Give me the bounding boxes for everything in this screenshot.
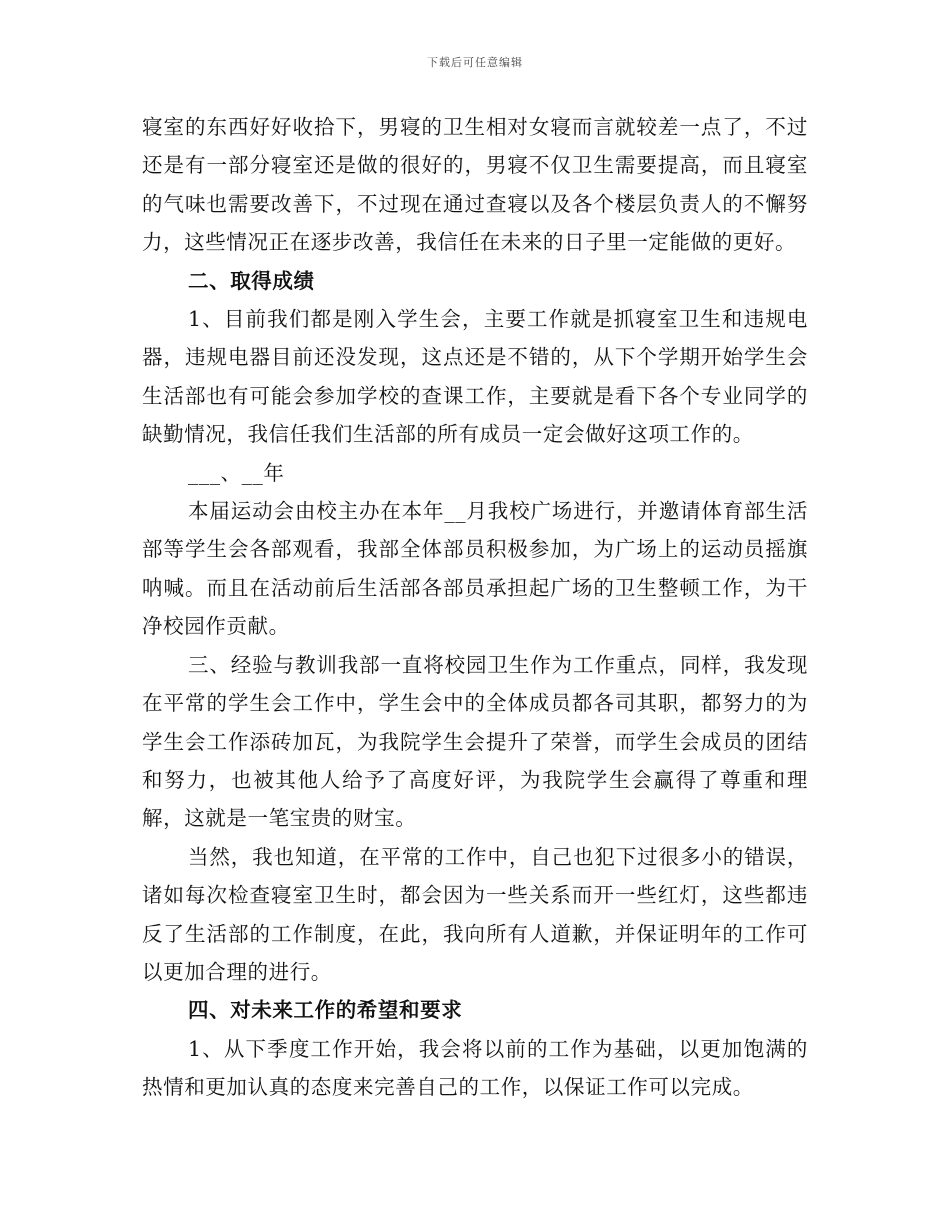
paragraph-experience-lessons: 三、经验与教训我部一直将校园卫生作为工作重点，同样，我发现在平常的学生会工作中，学生会中的全体成员都各司其职，都努力的为学生会工作添砖加瓦，为我院学生会提升了荣誉，而学生会成员的团结和努力，也被其他人给予了高度好评，为我院学生会赢得了尊重和理解，这就是一笔宝贵的财宝。 — [142, 652, 808, 831]
page-header-note: 下载后可任意编辑 — [427, 56, 523, 69]
paragraph-future-1: 1、从下季度工作开始，我会将以前的工作为基础，以更加饱满的热情和更加认真的态度来完善自己的工作，以保证工作可以完成。 — [142, 1036, 808, 1100]
subheading-year: ___、__年 — [188, 460, 285, 485]
paragraph-dormitory-continued: 寝室的东西好好收拾下，男寝的卫生相对女寝而言就较差一点了，不过还是有一部分寝室还是做的很好的，男寝不仅卫生需要提高，而且寝室的气味也需要改善下，不过现在通过查寝以及各个楼层负责人的不懈努力，这些情况正在逐步改善，我信任在未来的日子里一定能做的更好。 — [142, 115, 808, 255]
paragraph-mistakes: 当然，我也知道，在平常的工作中，自己也犯下过很多小的错误，诸如每次检查寝室卫生时，都会因为一些关系而开一些红灯，这些都违反了生活部的工作制度，在此，我向所有人道歉，并保证明年的工作可以更加合理的进行。 — [142, 844, 808, 984]
section-heading-achievements: 二、取得成绩 — [188, 268, 315, 293]
paragraph-sports-meet: 本届运动会由校主办在本年__月我校广场进行，并邀请体育部生活部等学生会各部观看，我部全体部员积极参加，为广场上的运动员摇旗呐喊。而且在活动前后生活部各部员承担起广场的卫生整顿工作，为干净校园作贡献。 — [142, 499, 808, 639]
document-body — [142, 108, 808, 1107]
paragraph-achievement-1: 1、目前我们都是刚入学生会，主要工作就是抓寝室卫生和违规电器，违规电器目前还没发现，这点还是不错的，从下个学期开始学生会生活部也有可能会参加学校的查课工作，主要就是看下各个专业同学的缺勤情况，我信任我们生活部的所有成员一定会做好这项工作的。 — [142, 307, 808, 447]
section-heading-future-work: 四、对未来工作的希望和要求 — [188, 998, 463, 1023]
